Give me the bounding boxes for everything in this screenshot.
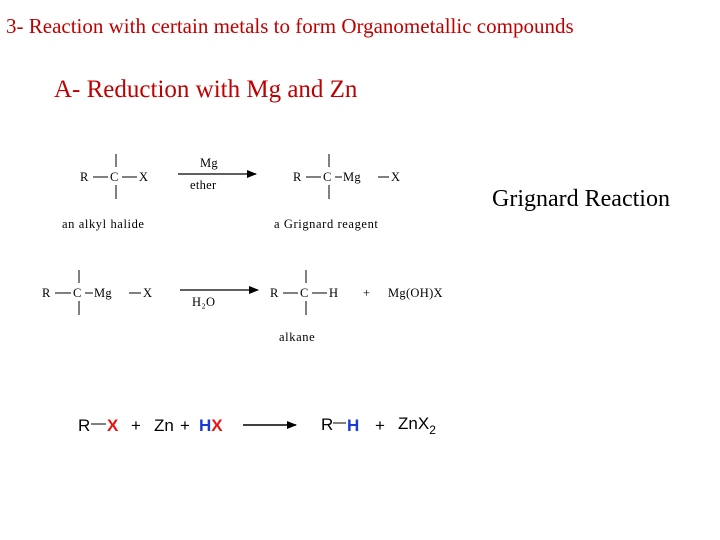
reaction-3 bbox=[78, 414, 436, 437]
reaction-2 bbox=[42, 270, 443, 344]
alkane-structure bbox=[270, 270, 338, 315]
alkyl-halide-label: an alkyl halide bbox=[62, 217, 145, 231]
halogen-symbol: X bbox=[143, 286, 153, 300]
zinc-halide-subscript: 2 bbox=[429, 423, 436, 437]
alkyl-halide-structure bbox=[80, 154, 148, 199]
zinc-halide-formula bbox=[398, 414, 436, 437]
reaction-1 bbox=[62, 154, 400, 231]
r-group-symbol: R bbox=[80, 170, 89, 184]
zinc-halide-base: ZnX bbox=[398, 414, 430, 433]
carbon-symbol: C bbox=[110, 170, 119, 184]
section-subtitle: A- Reduction with Mg and Zn bbox=[54, 76, 358, 103]
carbon-symbol: C bbox=[323, 170, 332, 184]
r-group-symbol: R bbox=[321, 415, 334, 434]
zinc-symbol: Zn bbox=[154, 416, 174, 435]
plus-sign: + bbox=[375, 416, 385, 435]
halogen-symbol: X bbox=[107, 416, 119, 435]
reagent-water: H₂O bbox=[192, 295, 216, 309]
grignard-reagent-label: a Grignard reagent bbox=[274, 217, 379, 231]
hydrogen-symbol: H bbox=[329, 286, 339, 300]
hx-halogen: X bbox=[211, 416, 223, 435]
carbon-symbol: C bbox=[73, 286, 82, 300]
r-group-symbol: R bbox=[270, 286, 279, 300]
reagent-mg: Mg bbox=[200, 156, 218, 170]
halogen-symbol: X bbox=[391, 170, 401, 184]
r-group-symbol: R bbox=[42, 286, 51, 300]
hydrogen-symbol: H bbox=[347, 416, 360, 435]
byproduct-formula: Mg(OH)X bbox=[388, 286, 443, 300]
magnesium-symbol: Mg bbox=[343, 170, 361, 184]
reagent-ether: ether bbox=[190, 178, 217, 192]
halogen-symbol: X bbox=[139, 170, 149, 184]
r-group-symbol: R bbox=[78, 416, 91, 435]
hx-hydrogen: H bbox=[199, 416, 212, 435]
plus-sign: + bbox=[363, 286, 371, 300]
plus-sign: + bbox=[131, 416, 141, 435]
magnesium-symbol: Mg bbox=[94, 286, 112, 300]
r-group-symbol: R bbox=[293, 170, 302, 184]
plus-sign: + bbox=[180, 416, 190, 435]
slide-title: 3- Reaction with certain metals to form Organometallic compounds bbox=[6, 14, 574, 38]
carbon-symbol: C bbox=[300, 286, 309, 300]
grignard-reactant-structure bbox=[42, 270, 152, 315]
hydrogen-halide-formula bbox=[199, 416, 223, 435]
grignard-reaction-label: Grignard Reaction bbox=[492, 186, 670, 212]
alkane-label: alkane bbox=[279, 330, 316, 344]
grignard-reagent-structure bbox=[293, 154, 400, 199]
